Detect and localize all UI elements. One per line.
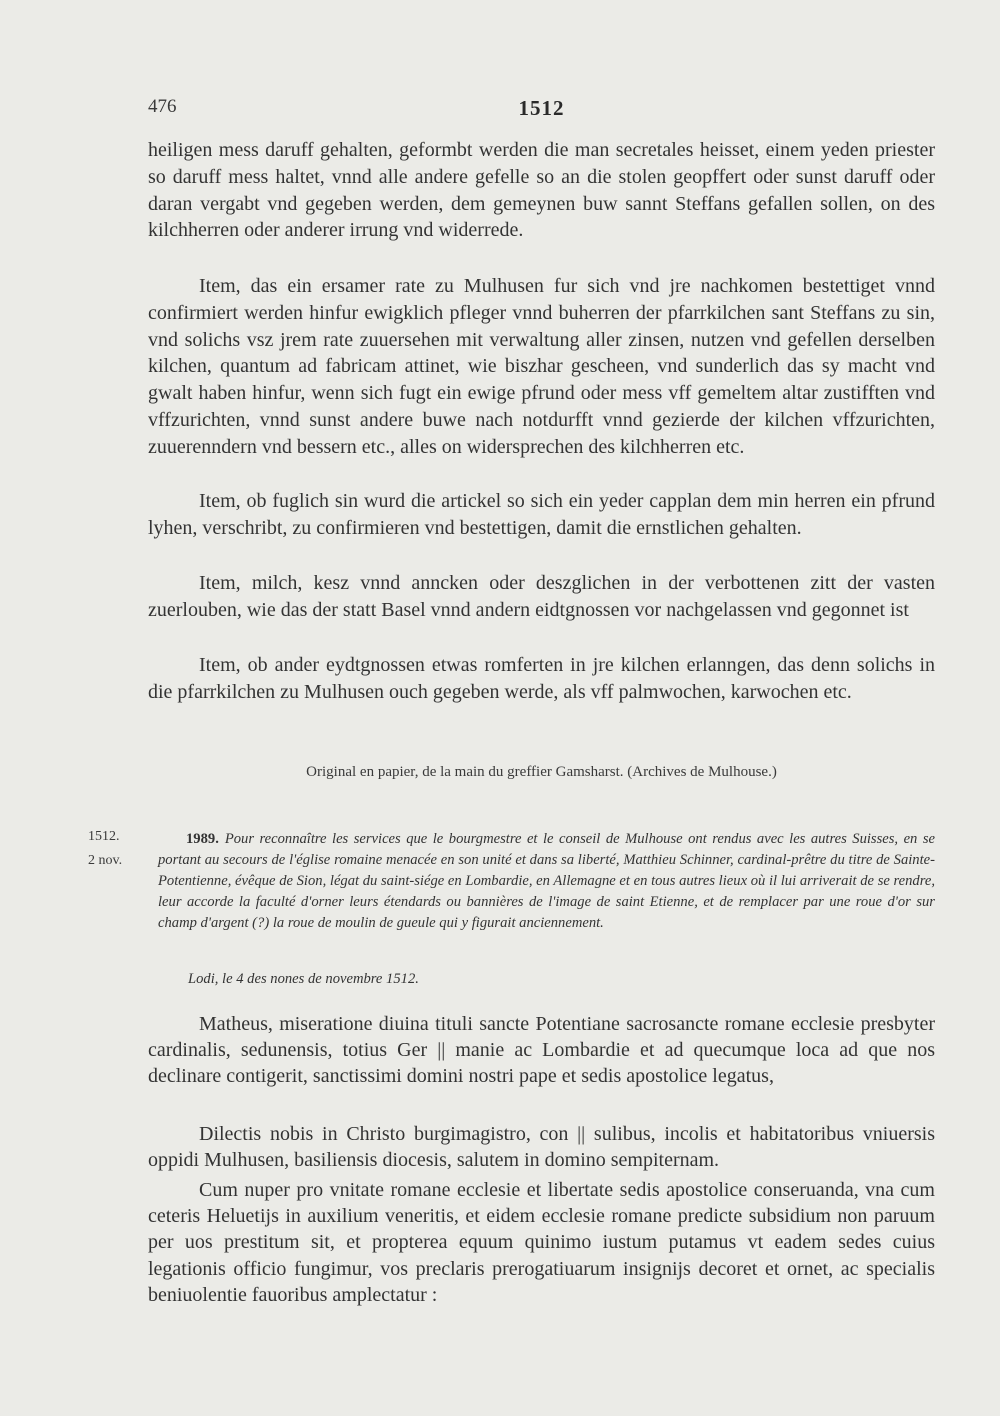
paragraph-text: Item, ob ander eydtgnossen etwas romferten in jre kilchen erlanngen, das denn solichs in die pfarrkilchen zu Mulhusen ouch gegeben werde, als vff palmwochen, karwochen etc. [148,654,935,703]
latin-narratio [148,1177,935,1308]
paragraph-text: heiligen mess daruff gehalten, geformbt werden die man secretales heisset, einem yeden priester so daruff mess haltet, vnnd alle andere gefelle so an die stolen geopffert oder sunst daruff oder daran vergabt vnd gegeben werden, dem gemeynen buw sannt Steffans gefallen sollen, on des kilchherren oder anderer irrung vnd widerrede. [148,139,935,242]
running-head: 1512 [518,96,565,120]
margin-year: 1512. [88,829,120,844]
latin-paragraph: Dilectis nobis in Christo burgimagistro, con || sulibus, incolis et habitatoribus vniuersis oppidi Mulhusen, basiliensis diocesis, salutem in domino sempiternam. [148,1123,935,1172]
page-header [148,96,935,124]
page-number: 476 [148,96,177,117]
latin-inscriptio [148,1121,935,1173]
margin-date: 2 nov. [88,853,123,868]
document-number: 1989. [186,831,219,847]
paragraph-text: Item, ob fuglich sin wurd die artickel so sich ein yeder capplan dem min herren ein pfrund lyhen, verschribt, zu confirmieren vnd bestettigen, damit die ernstlichen gehalten. [148,490,935,539]
source-note: Original en papier, de la main du greffier Gamsharst. (Archives de Mulhouse.) [306,764,777,780]
latin-paragraph: Cum nuper pro vnitate romane ecclesie et libertate sedis apostolice conseruanda, vna cum ceteris Heluetijs in auxilium veneritis, et eidem ecclesie romane predicte subsidium non paruum per uos prestitum sit, et propterea equum quinimo iustum putamus vt eadem sedes cuius legationis officio fungimur, vos preclaris prerogatiuarum insignijs decoret et ornet, ac specialis beniuolentie fauoribus amplectatur : [148,1179,935,1306]
latin-intitulatio [148,1011,935,1090]
document-place-date: Lodi, le 4 des nones de novembre 1512. [188,971,419,987]
paragraph-item-romferten [148,652,935,706]
paragraph-text: Item, das ein ersamer rate zu Mulhusen fur sich vnd jre nachkomen bestettiget vnnd confirmiert werden hinfur ewigklich pfleger vnnd buherren der pfarrkilchen sant Steffans zu sin, vnd solichs vsz jrem rate zuuersehen mit verwaltung aller zinsen, nutzen vnd gefellen derselben kilchen, quantum ad fabricam attinet, wie biszhar gescheen, vnd sunderlich das sy macht vnd gwalt haben hinfur, wenn sich fugt ein ewige pfrund oder mess vff gemeltem altar zustifften vnd vffzurichten, vnnd sunst andere buwe nach notdurfft vnnd gezierde der kilchen vffzurichten, zuuerenndern vnd bessern etc., alles on widersprechen des kilchherren etc. [148,275,935,458]
paragraph-continuation [148,137,935,244]
paragraph-text: Item, milch, kesz vnnd anncken oder deszglichen in der verbottenen zitt der vasten zuerlouben, wie das der statt Basel vnnd andern eidtgnossen vor nachgelassen vnd gegonnet ist [148,572,935,621]
paragraph-item-pfleger [148,273,935,461]
document-summary-text: Pour reconnaître les services que le bourgmestre et le conseil de Mulhouse ont rendus avec les autres Suisses, en se portant au secours de l'église romaine menacée en son unité et dans sa liberté, Matthieu Schinner, cardinal-prêtre du titre de Sainte-Potentienne, évêque de Sion, légat du saint-siége en Lombardie, en Allemagne et en tous autres lieux où il lui arriverait de se rendre, leur accorde la faculté d'orner leurs étendards ou bannières de l'image de saint Etienne, et de remplacer par une roue d'or sur champ d'argent (?) la roue de moulin de gueule qui y figurait anciennement. [158,831,935,931]
paragraph-item-artickel [148,488,935,542]
latin-paragraph: Matheus, miseratione diuina tituli sancte Potentiane sacrosancte romane ecclesie presbyter cardinalis, sedunensis, totius Ger || manie ac Lombardie et ad quecumque loca ad que nos declinare contigerit, sanctissimi domini nostri pape et sedis apostolice legatus, [148,1013,935,1088]
paragraph-item-milch [148,570,935,624]
document-summary [158,829,935,934]
